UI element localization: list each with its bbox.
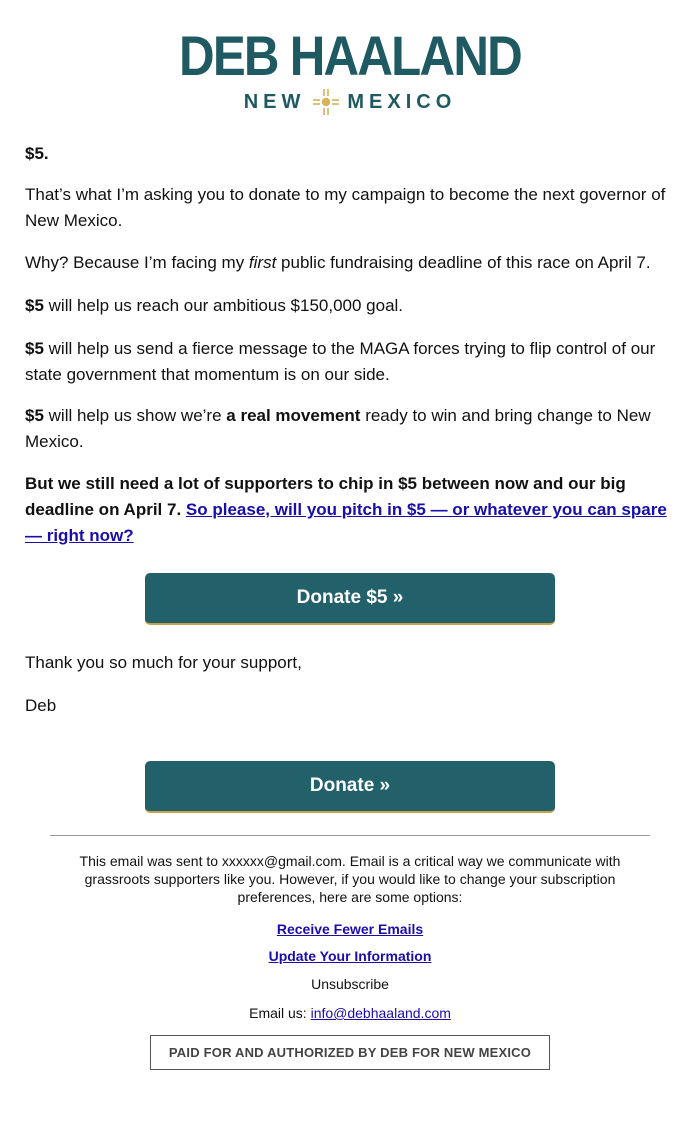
donate-inline-link[interactable]: So please, will you pitch in $5 — or whatever you can spare — right now? (25, 500, 667, 545)
unsubscribe-text[interactable]: Unsubscribe (311, 976, 389, 992)
logo-state-left: NEW (243, 91, 306, 113)
zia-sun-icon (311, 88, 341, 116)
logo-state-right: MEXICO (347, 91, 457, 113)
paragraph-goal: $5 will help us reach our ambitious $150,000 goal. (25, 296, 404, 315)
donate-button[interactable]: Donate » (145, 761, 555, 813)
footer-email-line: Email us: info@debhaaland.com (249, 1005, 451, 1021)
paragraph-movement: $5 will help us show we’re a real movement ready to win and bring change to New Mexico. (25, 406, 651, 451)
paid-for-disclaimer: PAID FOR AND AUTHORIZED BY DEB FOR NEW MEXICO (150, 1035, 550, 1070)
footer-divider (50, 835, 650, 836)
signature: Deb (25, 696, 57, 715)
footer-fewer-emails (70, 920, 630, 938)
opening-amount: $5. (25, 144, 49, 163)
update-information-link[interactable]: Update Your Information (268, 948, 432, 964)
paragraph-why: Why? Because I’m facing my first public fundraising deadline of this race on April 7. (25, 253, 651, 272)
paragraph-deadline: But we still need a lot of supporters to chip in $5 between now and our big deadline on April 7. So please, will you pitch in $5 — or whatever you can spare — right now? (25, 474, 667, 545)
thanks-text: Thank you so much for your support, (25, 653, 302, 672)
paragraph-ask: That’s what I’m asking you to donate to my campaign to become the next governor of New Mexico. (25, 185, 666, 230)
paragraph-message: $5 will help us send a fierce message to the MAGA forces trying to flip control of our state government that momentum is on our side. (25, 339, 656, 384)
contact-email-link[interactable]: info@debhaaland.com (310, 1005, 451, 1021)
donate-5-button[interactable]: Donate $5 » (145, 573, 555, 625)
campaign-logo (0, 24, 700, 116)
footer-update-info (70, 947, 630, 965)
logo-name: DEB HAALAND (178, 24, 522, 87)
logo-state (0, 88, 700, 116)
receive-fewer-emails-link[interactable]: Receive Fewer Emails (276, 921, 424, 937)
footer-notice: This email was sent to xxxxxx@gmail.com. Email is a critical way we communicate with grassroots supporters like you. However, if you would like to change your subscription preferences, here are some options: (79, 853, 621, 905)
